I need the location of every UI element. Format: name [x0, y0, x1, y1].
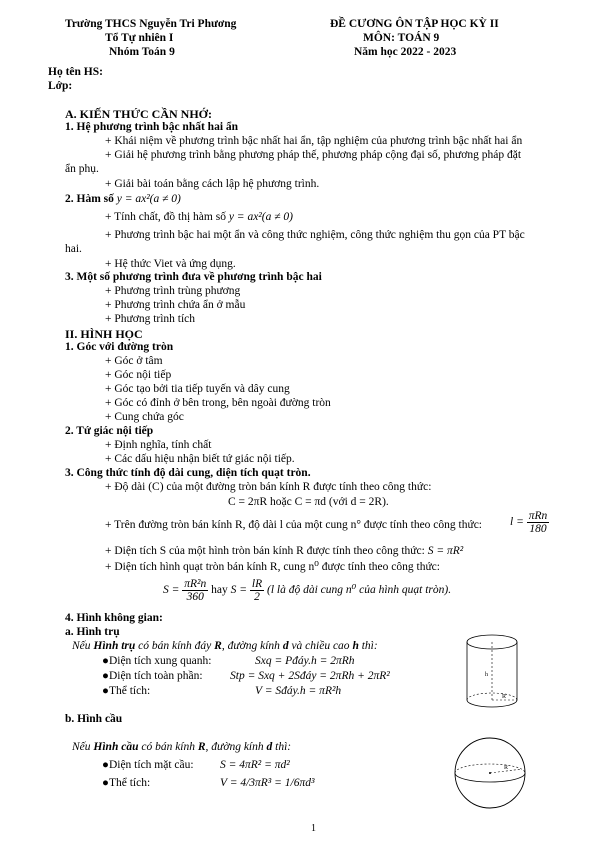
sphere-row-label: ●Diện tích mặt cầu: [102, 759, 194, 771]
cylinder-figure [462, 632, 522, 712]
ii1-item: + Góc có đỉnh ở bên trong, bên ngoài đường tròn [105, 397, 331, 409]
ii1-item: + Góc nội tiếp [105, 369, 172, 381]
cylinder-title: a. Hình trụ [65, 626, 120, 638]
ii3-line3: + Diện tích S của một hình tròn bán kính R được tính theo công thức: [105, 545, 425, 557]
a3-item: + Phương trình tích [105, 313, 196, 325]
cylinder-row-label: ●Thể tích: [102, 685, 151, 697]
sector-fraction-1 [182, 578, 208, 603]
sector-den-1: 360 [186, 591, 204, 604]
a2-title: 2. Hàm số [65, 193, 114, 205]
sphere-intro-part: , đường kính [205, 741, 267, 753]
ii3-title: 3. Công thức tính độ dài cung, diện tích quạt tròn. [65, 467, 311, 479]
cylinder-row-formula: V = Sđáy.h = πR²h [255, 685, 342, 697]
a2-item2: + Phương trình bậc hai một ẩn và công thức nghiệm, công thức nghiệm thu gọn của PT bậc [105, 229, 525, 241]
cylinder-intro-part: và chiều cao [288, 640, 353, 652]
sector-s2: S = [230, 584, 247, 597]
student-name-label: Họ tên HS: [48, 66, 103, 78]
cylinder-intro-part: d [282, 640, 289, 652]
a1-item: + Giải bài toán bằng cách lập hệ phương trình. [105, 178, 320, 190]
circle-area-formula: S = πR² [427, 545, 464, 557]
sector-s: S = [163, 584, 180, 597]
sphere-intro-part: có bán kính [138, 741, 198, 753]
ii3-line4: + Diện tích hình quạt tròn bán kính R, cung n⁰ được tính theo công thức: [105, 561, 440, 573]
arc-length-lhs: l = [510, 516, 524, 529]
a2-item1: + Tính chất, đồ thị hàm số [105, 211, 226, 223]
subject: MÔN: TOÁN 9 [363, 32, 440, 44]
cylinder-row-formula: Sxq = Pđáy.h = 2πRh [255, 655, 355, 667]
sphere-title: b. Hình cầu [65, 713, 123, 725]
sector-den-2: 2 [254, 591, 260, 604]
cylinder-row-label: ●Diện tích xung quanh: [102, 655, 212, 667]
cylinder-intro-part: , đường kính [221, 640, 283, 652]
cylinder-intro-part: có bán kính đáy [135, 640, 215, 652]
sector-num-2: lR [251, 578, 263, 590]
a2-item1-formula: y = ax²(a ≠ 0) [228, 211, 293, 223]
sphere-r-label: R [504, 765, 509, 771]
sphere-row-formula: V = 4/3πR³ = 1/6πd³ [220, 777, 315, 789]
a1-item: ẩn phụ. [65, 163, 99, 175]
a1-item: + Giải hệ phương trình bằng phương pháp thế, phương pháp cộng đại số, phương pháp đặt [105, 149, 522, 161]
a1-title: 1. Hệ phương trình bậc nhất hai ẩn [65, 121, 239, 133]
cylinder-intro-part: h [352, 640, 359, 652]
cylinder-row-formula: Stp = Sxq + 2Sđáy = 2πRh + 2πR² [230, 670, 390, 682]
department: Tổ Tự nhiên I [105, 32, 174, 44]
ii3-line2: + Trên đường tròn bán kính R, độ dài l của một cung n° được tính theo công thức: [105, 519, 483, 531]
sphere-row-formula: S = 4πR² = πd² [220, 759, 290, 771]
cylinder-intro-part: Hình trụ [93, 640, 136, 652]
sphere-intro [72, 741, 291, 753]
cylinder-row-label: ●Diện tích toàn phần: [102, 670, 203, 682]
a2-item1-row [105, 211, 293, 223]
cylinder-r-label: R [502, 694, 507, 700]
arc-length-fraction [527, 510, 550, 535]
sphere-row-label: ●Thể tích: [102, 777, 151, 789]
ii3-line3-row [105, 545, 463, 557]
a2-item3: + Hệ thức Viet và ứng dụng. [105, 258, 236, 270]
sphere-intro-part: d [266, 741, 273, 753]
doc-title: ĐỀ CƯƠNG ÔN TẬP HỌC KỲ II [330, 18, 499, 30]
school-name: Trường THCS Nguyễn Tri Phương [65, 18, 237, 30]
ii1-item: + Cung chứa góc [105, 411, 184, 423]
sector-hay: hay [211, 584, 228, 597]
sphere-figure [452, 735, 528, 811]
ii1-item: + Góc ở tâm [105, 355, 163, 367]
section-ii-title: II. HÌNH HỌC [65, 327, 143, 341]
a3-item: + Phương trình trùng phương [105, 285, 241, 297]
sphere-intro-part: Hình cầu [93, 741, 139, 753]
arc-length-num: πRn [528, 510, 548, 522]
cylinder-intro [72, 640, 378, 652]
ii4-title: 4. Hình không gian: [65, 612, 163, 624]
sector-note: (l là độ dài cung n⁰ của hình quạt tròn). [266, 584, 452, 597]
a2-item2b: hai. [65, 243, 82, 255]
ii3-line1: + Độ dài (C) của một đường tròn bán kính R được tính theo công thức: [105, 481, 432, 493]
ii2-item: + Định nghĩa, tính chất [105, 439, 212, 451]
ii1-item: + Góc tạo bởi tia tiếp tuyến và dây cung [105, 383, 290, 395]
group-name: Nhóm Toán 9 [109, 46, 175, 58]
sphere-intro-part: Nếu [72, 741, 94, 753]
ii1-title: 1. Góc với đường tròn [65, 341, 174, 353]
cylinder-intro-part: R [214, 640, 222, 652]
a2-formula: y = ax²(a ≠ 0) [116, 193, 181, 205]
sphere-intro-part: R [197, 741, 206, 753]
sector-fraction-2 [250, 578, 264, 603]
a3-title: 3. Một số phương trình đưa về phương trình bậc hai [65, 271, 322, 283]
cylinder-intro-part: thì: [358, 640, 378, 652]
school-year: Năm học 2022 - 2023 [354, 46, 457, 58]
ii2-item: + Các dấu hiệu nhận biết tứ giác nội tiếp. [105, 453, 295, 465]
arc-length-formula [510, 510, 549, 535]
sector-area-formula [163, 578, 451, 603]
section-a-title: A. KIẾN THỨC CẦN NHỚ: [65, 107, 213, 121]
ii3-line1-formula: C = 2πR hoặc C = πd (với d = 2R). [228, 496, 389, 508]
arc-length-den: 180 [529, 523, 547, 536]
page-number: 1 [311, 823, 316, 834]
cylinder-intro-part: Nếu [72, 640, 94, 652]
a2-title-row [65, 193, 181, 205]
a3-item: + Phương trình chứa ẩn ở mẫu [105, 299, 246, 311]
class-label: Lớp: [48, 80, 73, 92]
cylinder-h-label: h [485, 672, 488, 678]
sphere-intro-part: thì: [272, 741, 292, 753]
sector-num-1: πR²n [184, 578, 207, 590]
a1-item: + Khái niệm về phương trình bậc nhất hai ẩn, tập nghiệm của phương trình bậc nhất hai ẩn [105, 135, 523, 147]
ii2-title: 2. Tứ giác nội tiếp [65, 425, 154, 437]
